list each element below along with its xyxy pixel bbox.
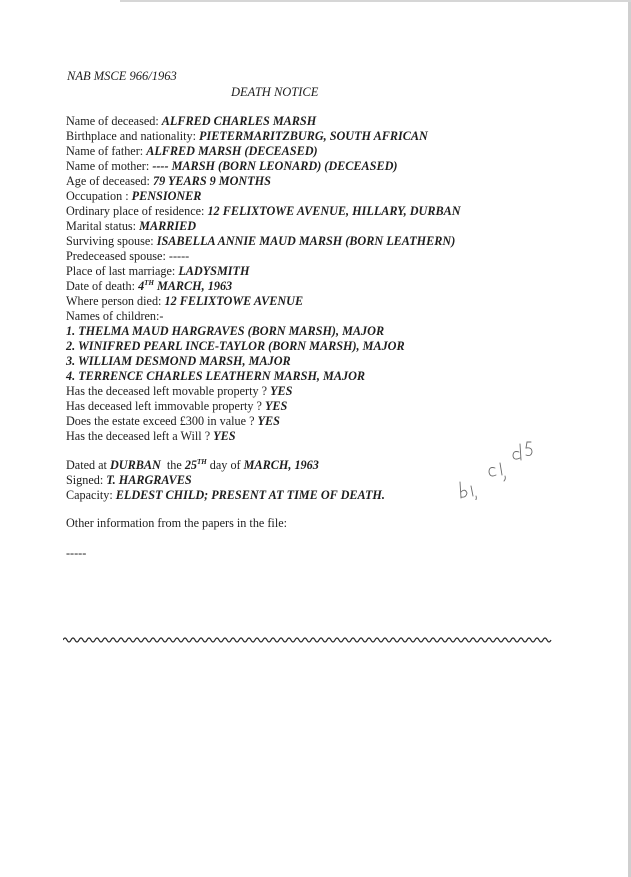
question-movable-property (66, 384, 292, 399)
signed-line (66, 473, 192, 488)
field-value: ALFRED MARSH (DECEASED) (146, 144, 318, 158)
field-label: Occupation : (66, 189, 132, 203)
field-occupation (66, 189, 201, 204)
question-will (66, 429, 236, 444)
question-answer: YES (257, 414, 280, 428)
question-answer: YES (213, 429, 236, 443)
field-label: Names of children:- (66, 309, 164, 323)
field-value: MARRIED (139, 219, 197, 233)
field-value: LADYSMITH (178, 264, 250, 278)
field-value: 79 YEARS 9 MONTHS (152, 174, 271, 188)
dated-month-year: MARCH, 1963 (243, 458, 319, 473)
document-title: DEATH NOTICE (231, 85, 319, 99)
dated-day-sup: TH (197, 458, 207, 466)
field-label: Name of mother: (66, 159, 153, 173)
field-father (66, 144, 318, 159)
child-entry: 4. TERRENCE CHARLES LEATHERN MARSH, MAJOR (66, 369, 366, 383)
handwritten-annotation (455, 430, 545, 500)
field-value: MARCH, 1963 (153, 279, 233, 294)
reference-number: NAB MSCE 966/1963 (67, 69, 177, 83)
field-label: Birthplace and nationality: (66, 129, 200, 143)
dated-place: DURBAN (110, 458, 161, 473)
capacity-line (66, 488, 385, 503)
dated-day-of: day of (206, 458, 244, 473)
field-name-of-deceased (66, 114, 316, 129)
field-label: Predeceased spouse: (66, 249, 169, 263)
child-entry: 3. WILLIAM DESMOND MARSH, MAJOR (66, 354, 291, 368)
field-label: Name of deceased: (66, 114, 162, 128)
other-information-value: ----- (66, 546, 87, 560)
dated-prefix: Dated at (66, 458, 110, 473)
field-birthplace (66, 129, 428, 144)
field-label: Place of last marriage: (66, 264, 179, 278)
question-immovable-property (66, 399, 287, 414)
field-value: 12 FELIXTOWE AVENUE (164, 294, 304, 308)
question-estate-value (66, 414, 280, 429)
child-entry: 1. THELMA MAUD HARGRAVES (BORN MARSH), MAJOR (66, 324, 385, 338)
field-label: Where person died: (66, 294, 165, 308)
field-value: ----- (168, 249, 190, 263)
question-answer: YES (264, 399, 288, 413)
field-label: Name of father: (66, 144, 147, 158)
question-label: Does the estate exceed £300 in value ? (66, 414, 258, 428)
field-place-of-marriage (66, 264, 249, 279)
signed-label: Signed: (66, 473, 107, 487)
field-value: ALFRED CHARLES MARSH (161, 114, 317, 128)
field-value: 12 FELIXTOWE AVENUE, HILLARY, DURBAN (207, 204, 461, 218)
field-marital-status (66, 219, 196, 234)
dated-the: the (160, 458, 185, 473)
question-label: Has deceased left immovable property ? (66, 399, 265, 413)
scan-edge-top (120, 0, 631, 2)
field-label: Date of death: (66, 279, 139, 294)
field-names-of-children (66, 309, 163, 324)
field-label: Age of deceased: (66, 174, 153, 188)
child-entry: 2. WINIFRED PEARL INCE-TAYLOR (BORN MARSH), MAJOR (66, 339, 405, 353)
field-label: Ordinary place of residence: (66, 204, 208, 218)
field-value: PENSIONER (131, 189, 202, 203)
dated-line (66, 458, 319, 473)
signed-value: T. HARGRAVES (106, 473, 192, 487)
field-label: Marital status: (66, 219, 140, 233)
field-value: PIETERMARITZBURG, SOUTH AFRICAN (199, 129, 428, 143)
other-information-label: Other information from the papers in the file: (66, 516, 287, 530)
field-mother (66, 159, 397, 174)
field-value-day: 4 (138, 279, 145, 294)
capacity-value: ELDEST CHILD; PRESENT AT TIME OF DEATH. (115, 488, 385, 502)
field-value: ---- MARSH (BORN LEONARD) (DECEASED) (152, 159, 398, 173)
field-date-of-death (66, 279, 232, 294)
dated-day: 25 (184, 458, 198, 473)
capacity-label: Capacity: (66, 488, 116, 502)
question-answer: YES (270, 384, 293, 398)
field-residence (66, 204, 461, 219)
field-predeceased-spouse (66, 249, 189, 264)
field-place-of-death (66, 294, 303, 309)
question-label: Has the deceased left movable property ? (66, 384, 271, 398)
question-label: Has the deceased left a Will ? (66, 429, 214, 443)
field-surviving-spouse (66, 234, 455, 249)
field-value-sup: TH (144, 279, 154, 287)
wavy-separator-line (63, 634, 555, 646)
field-age (66, 174, 271, 189)
field-label: Surviving spouse: (66, 234, 157, 248)
field-value: ISABELLA ANNIE MAUD MARSH (BORN LEATHERN) (156, 234, 456, 248)
